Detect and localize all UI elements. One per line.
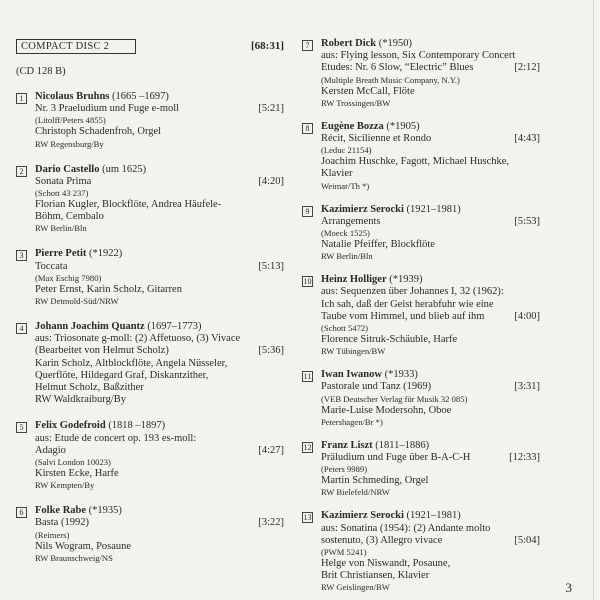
composer-line <box>35 505 284 517</box>
track-duration: [2:12] <box>514 62 540 74</box>
track-text-line <box>321 334 540 346</box>
line-text: aus: Sequenzen über Johannes I, 32 (1962): <box>321 286 504 298</box>
composer-name: Nicolaus Bruhns <box>35 91 110 102</box>
line-text: Karin Scholz, Altblockflöte, Angela Nüsseler, <box>35 357 228 369</box>
line-text: Böhm, Cembalo <box>35 211 104 223</box>
track-text-line <box>35 382 284 394</box>
track-number: 6 <box>16 507 27 518</box>
track-details <box>321 510 540 593</box>
line-text: (Schott 5472) <box>321 323 369 334</box>
track-number: 7 <box>302 40 313 51</box>
composer-years: (1697–1773) <box>147 321 202 333</box>
track-details <box>321 440 540 499</box>
track-text-line <box>35 394 284 406</box>
publisher-line <box>321 145 540 156</box>
disc-label: COMPACT DISC 2 <box>16 39 136 54</box>
track-details <box>35 420 284 491</box>
line-text: Kirsten Ecke, Harfe <box>35 468 119 480</box>
track-duration: [3:22] <box>258 517 284 529</box>
composer-name: Robert Dick <box>321 38 377 49</box>
page-number: 3 <box>565 580 572 595</box>
track-entry <box>16 321 284 406</box>
composer-years: (*1939) <box>389 274 423 286</box>
publisher-line <box>35 273 284 284</box>
line-text: (Reimers) <box>35 529 70 540</box>
track-details <box>321 204 540 263</box>
track-text-line <box>35 433 284 445</box>
track-duration: [4:27] <box>258 444 284 456</box>
recording-location <box>321 487 540 498</box>
track-entry <box>302 510 540 593</box>
track-details <box>35 505 284 564</box>
track-text-line <box>321 475 540 487</box>
composer-name: Dario Castello <box>35 163 100 175</box>
composer-years: (*1950) <box>378 38 412 49</box>
track-text-line <box>321 311 540 323</box>
publisher-line <box>35 188 284 199</box>
track-text-line <box>35 126 284 138</box>
publisher-line <box>35 530 284 541</box>
composer-line <box>321 204 540 216</box>
composer-name: Heinz Holliger <box>321 274 387 286</box>
composer-years: (1921–1981) <box>406 203 461 215</box>
track-text-line <box>321 558 540 570</box>
recording-location <box>321 98 540 109</box>
line-text: Präludium und Fuge über B-A-C-H <box>321 452 471 464</box>
line-text: Taube vom Himmel, und blieb auf ihm <box>321 310 485 322</box>
track-text-line <box>321 133 540 145</box>
line-text: (Litolff/Peters 4855) <box>35 115 106 126</box>
track-number: 9 <box>302 206 313 217</box>
line-text: RW Trossingen/BW <box>321 97 391 108</box>
line-text: RW Detmold-Süd/NRW <box>35 296 119 307</box>
track-text-line <box>321 299 540 311</box>
track-number: 5 <box>16 422 27 433</box>
track-entry <box>16 164 284 235</box>
track-text-line <box>321 239 540 251</box>
line-text: Brit Christiansen, Klavier <box>321 570 430 582</box>
composer-name: Pierre Petit <box>35 248 87 260</box>
composer-name: Franz Liszt <box>321 439 373 451</box>
line-text: (Schott 43 237) <box>35 188 89 199</box>
line-text: Ich sah, daß der Geist herabfuhr wie eine <box>321 298 494 310</box>
composer-line <box>321 274 540 286</box>
track-text-line <box>35 468 284 480</box>
composer-line <box>35 321 284 333</box>
disc-header <box>16 38 284 54</box>
line-text: sostenuto, (3) Allegro vivace <box>321 534 443 546</box>
line-text: (Leduc 21154) <box>321 145 372 156</box>
track-text-line <box>321 570 540 582</box>
track-text-line <box>321 86 540 98</box>
line-text: RW Tübingen/BW <box>321 346 386 357</box>
line-text: Florence Sitruk-Schäuble, Harfe <box>321 334 458 346</box>
track-duration: [12:33] <box>509 452 540 464</box>
line-text: (PWM 5241) <box>321 547 367 558</box>
track-number: 3 <box>16 250 27 261</box>
track-details <box>35 321 284 406</box>
line-text: Querflöte, Hildegard Graf, Diskantzither, <box>35 369 209 381</box>
composer-name: Kazimierz Serocki <box>321 510 404 522</box>
composer-name: Eugène Bozza <box>321 120 384 132</box>
track-number: 13 <box>303 513 312 523</box>
line-text: Petershagen/Br *) <box>321 416 383 427</box>
track-list-left <box>16 91 284 564</box>
line-text: Nils Wogram, Posaune <box>35 540 132 552</box>
track-text-line <box>35 345 284 357</box>
recording-location <box>35 223 284 234</box>
track-text-line <box>35 211 284 223</box>
line-text: Marie-Luise Modersohn, Oboe <box>321 404 452 416</box>
line-text: Florian Kugler, Blockflöte, Andrea Häufele- <box>35 199 222 211</box>
composer-name: Johann Joachim Quantz <box>35 321 145 333</box>
track-text-line <box>321 405 540 417</box>
recording-location <box>321 582 540 593</box>
track-entry <box>16 91 284 150</box>
disc-duration: [68:31] <box>251 40 284 52</box>
composer-years: (1665 –1697) <box>112 91 169 102</box>
page-edge <box>593 0 594 600</box>
track-number: 8 <box>302 123 313 134</box>
composer-years: (*1905) <box>386 120 420 132</box>
line-text: Weimar/Th *) <box>321 180 370 191</box>
track-duration: [5:21] <box>258 103 284 115</box>
line-text: Kersten McCall, Flöte <box>321 85 415 97</box>
track-entry <box>302 440 540 499</box>
line-text: (Peters 9989) <box>321 464 368 475</box>
track-details <box>321 274 540 357</box>
composer-line <box>35 164 284 176</box>
track-details <box>321 38 540 109</box>
recording-location <box>321 417 540 428</box>
track-entry <box>302 38 540 109</box>
track-text-line <box>321 156 540 168</box>
line-text: Martin Schmeding, Orgel <box>321 475 429 487</box>
composer-line <box>321 38 540 50</box>
line-text: RW Regensburg/By <box>35 138 104 149</box>
left-column <box>16 38 284 564</box>
track-text-line <box>321 50 540 62</box>
track-text-line <box>35 103 284 115</box>
track-entry <box>302 121 540 192</box>
recording-location <box>321 251 540 262</box>
track-text-line <box>321 62 540 74</box>
composer-name: Iwan Iwanow <box>321 369 382 381</box>
composer-years: (*1933) <box>384 369 418 381</box>
line-text: (Salvi London 10023) <box>35 457 111 468</box>
track-number: 1 <box>16 93 27 104</box>
recording-location <box>321 346 540 357</box>
composer-name: Folke Rabe <box>35 505 87 517</box>
composer-line <box>35 91 284 103</box>
composer-years: (*1935) <box>88 505 122 517</box>
line-text: Sonata Prima <box>35 175 92 187</box>
publisher-line <box>35 115 284 126</box>
track-duration: [5:53] <box>514 215 540 227</box>
composer-years: (um 1625) <box>102 163 147 175</box>
line-text: Pastorale und Tanz (1969) <box>321 381 432 393</box>
track-duration: [4:20] <box>258 175 284 187</box>
composer-years: (1921–1981) <box>406 510 461 522</box>
line-text: Récit, Sicilienne et Rondo <box>321 133 432 145</box>
line-text: (Multiple Breath Music Company, N.Y.) <box>321 74 460 85</box>
track-list-right <box>302 38 540 593</box>
line-text: aus: Triosonate g-moll: (2) Affetuoso, (3) Vivace <box>35 333 241 345</box>
track-details <box>35 164 284 235</box>
recording-location <box>35 480 284 491</box>
line-text: (Moeck 1525) <box>321 228 370 239</box>
publisher-line <box>321 394 540 405</box>
track-entry <box>16 505 284 564</box>
track-text-line <box>321 216 540 228</box>
track-details <box>35 248 284 307</box>
track-entry <box>16 420 284 491</box>
line-text: Etudes: Nr. 6 Slow, “Electric” Blues <box>321 62 474 74</box>
track-number: 2 <box>16 166 27 177</box>
publisher-line <box>321 464 540 475</box>
track-entry <box>302 274 540 357</box>
composer-line <box>321 369 540 381</box>
composer-years: (1811–1886) <box>375 439 430 451</box>
track-duration: [3:31] <box>514 381 540 393</box>
track-text-line <box>35 333 284 345</box>
line-text: RW Bielefeld/NRW <box>321 487 390 498</box>
line-text: Toccata <box>35 260 68 272</box>
track-number: 10 <box>303 277 312 287</box>
track-entry <box>302 369 540 428</box>
track-text-line <box>35 445 284 457</box>
recording-location <box>35 553 284 564</box>
publisher-line <box>321 323 540 334</box>
line-text: (Max Eschig 7980) <box>35 272 102 283</box>
publisher-line <box>321 75 540 86</box>
track-text-line <box>35 517 284 529</box>
track-text-line <box>35 261 284 273</box>
line-text: Christoph Schadenfroh, Orgel <box>35 126 162 138</box>
track-duration: [5:13] <box>258 260 284 272</box>
track-text-line <box>35 370 284 382</box>
track-entry <box>302 204 540 263</box>
line-text: Natalie Pfeiffer, Blockflöte <box>321 239 435 251</box>
track-duration: [4:00] <box>514 310 540 322</box>
line-text: Klavier <box>321 168 353 180</box>
publisher-line <box>35 457 284 468</box>
track-details <box>321 369 540 428</box>
track-text-line <box>321 381 540 393</box>
composer-line <box>35 420 284 432</box>
track-details <box>321 121 540 192</box>
line-text: RW Waldkraiburg/By <box>35 394 127 406</box>
track-text-line <box>321 286 540 298</box>
track-duration: [5:36] <box>258 345 284 357</box>
line-text: Adagio <box>35 444 66 456</box>
line-text: Arrangements <box>321 215 381 227</box>
composer-line <box>321 121 540 133</box>
track-text-line <box>321 535 540 547</box>
catalog-number: (CD 128 B) <box>16 66 66 77</box>
line-text: RW Geislingen/BW <box>321 582 390 593</box>
line-text: Joachim Huschke, Fagott, Michael Huschke, <box>321 156 510 168</box>
track-text-line <box>35 199 284 211</box>
composer-years: (*1922) <box>89 248 123 260</box>
line-text: aus: Etude de concert op. 193 es-moll: <box>35 432 197 444</box>
track-text-line <box>321 452 540 464</box>
line-text: Nr. 3 Praeludium und Fuge e-moll <box>35 103 180 115</box>
track-text-line <box>35 358 284 370</box>
recording-location <box>35 139 284 150</box>
composer-name: Kazimierz Serocki <box>321 203 404 215</box>
line-text: aus: Flying lesson, Six Contemporary Concert <box>321 50 516 62</box>
composer-line <box>321 510 540 522</box>
line-text: RW Berlin/Bln <box>35 223 87 234</box>
track-text-line <box>321 168 540 180</box>
line-text: RW Braunschweig/NS <box>35 552 113 563</box>
line-text: Helmut Scholz, Baßzither <box>35 382 144 394</box>
track-duration: [4:43] <box>514 133 540 145</box>
composer-line <box>321 440 540 452</box>
line-text: (Bearbeitet von Helmut Scholz) <box>35 345 169 357</box>
line-text: Helge von Niswandt, Posaune, <box>321 558 451 570</box>
track-duration: [5:04] <box>514 534 540 546</box>
track-entry <box>16 248 284 307</box>
composer-name: Felix Godefroid <box>35 420 106 432</box>
track-text-line <box>321 523 540 535</box>
publisher-line <box>321 228 540 239</box>
track-text-line <box>35 541 284 553</box>
track-text-line <box>35 284 284 296</box>
track-number: 4 <box>16 323 27 334</box>
line-text: RW Berlin/Bln <box>321 251 373 262</box>
line-text: Peter Ernst, Karin Scholz, Gitarren <box>35 283 182 295</box>
line-text: Basta (1992) <box>35 517 89 529</box>
recording-location <box>35 296 284 307</box>
publisher-line <box>321 547 540 558</box>
line-text: RW Kempten/By <box>35 480 95 491</box>
track-text-line <box>35 176 284 188</box>
track-number: 11 <box>303 372 312 382</box>
track-details <box>35 91 284 150</box>
recording-location <box>321 181 540 192</box>
right-column <box>302 38 540 593</box>
composer-years: (1818 –1897) <box>108 420 166 432</box>
track-number: 12 <box>303 442 312 452</box>
composer-line <box>35 248 284 260</box>
line-text: aus: Sonatina (1954): (2) Andante molto <box>321 522 491 534</box>
line-text: (VEB Deutscher Verlag für Musik 32 085) <box>321 393 468 404</box>
